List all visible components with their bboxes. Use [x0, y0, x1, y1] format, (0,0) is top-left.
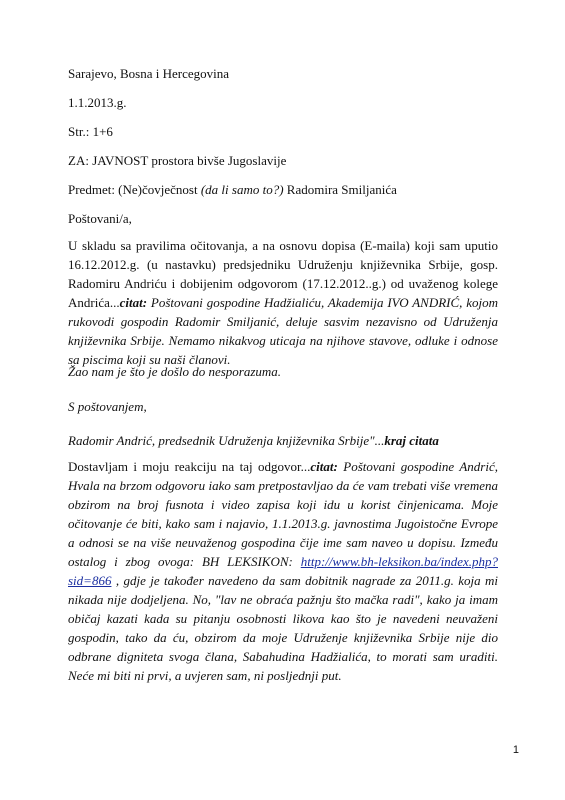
paragraph-intro [68, 236, 498, 369]
subject-line [68, 182, 397, 198]
subject-suffix: Radomira Smiljanića [283, 182, 397, 197]
quoted-reply: Poštovani gospodine Hadžialiću, Akademija IVO ANDRIĆ, kojom rukovodi gospodin Radomir Smiljanić, deluje sasvim nezavisno od Udruženja književnika Srbije. Nemamo nikakvog uticaja na njihove stavove, odluke i odnose sa piscima koji su naši članovi. [68, 295, 498, 367]
date-line: 1.1.2013.g. [68, 95, 127, 110]
paragraph-signature [68, 431, 498, 450]
subject-italic: (da li samo to?) [200, 182, 284, 197]
place-line: Sarajevo, Bosna i Hercegovina [68, 66, 230, 81]
reaction-quote-end: , gdje je također navedeno da sam dobitnik nagrade za 2011.g. koja mi nikada nije dodjeljena. No, "lav ne obraća pažnju što mačka radi", kako ja imam običaj kazati kada su pitanju osobnosti likova kao što je navedeni neuvaženi gospodin, tako da ću, obzirom da moje Udruženje književnika Srbije nije dio odbrane digniteta svoga člana, Sabahudina Hadžialića, to morati sam uraditi. Neće mi biti ni prvi, a uvjeren sam, ni posljednji put. [68, 573, 498, 683]
subject-prefix: Predmet: (Ne)čovječnost [68, 182, 201, 197]
reaction-quote: Poštovani gospodine Andrić, Hvala na brzom odgovoru iako sam pretpostavljao da će vam trebati više vremena obzirom na broj fusnota i video zapisa koji idu u korist činjenicama. Moje očitovanje će biti, kako sam i najavio, 1.1.2013.g. javnostima Jugoistočne Evrope a odnosi se na više neuvaženog gospodina čije ime sam naveo u dopisu. Između ostalog i zbog ovoga: BH LEKSIKON: [68, 459, 498, 569]
end-quote-label: kraj citata [384, 433, 439, 448]
intro-text: U skladu sa pravilima očitovanja, a na osnovu dopisa (E-maila) koji sam uputio 16.12.2012.g. (u nastavku) predsjedniku Udruženju književnika Srbije, gosp. Radomiru Andriću i dobijenim odgovorom (17.12.2012..g.) od uvaženog kolege Andrića... [68, 238, 498, 310]
citat-label: citat: [119, 295, 148, 310]
page-number: 1 [512, 744, 519, 756]
salutation: Poštovani/a, [68, 211, 132, 226]
reaction-intro: Dostavljam i moju reakciju na taj odgovor... [68, 459, 311, 474]
recipient-line: ZA: JAVNOST prostora bivše Jugoslavije [68, 153, 287, 168]
paragraph-regards: S poštovanjem, [68, 399, 147, 414]
citat-label-2: citat: [310, 459, 338, 474]
pages-line: Str.: 1+6 [68, 124, 113, 139]
leksikon-link[interactable]: http://www.bh-leksikon.ba/index.php?sid=866 [68, 554, 498, 588]
paragraph-reaction [68, 457, 498, 685]
signature-text: Radomir Andrić, predsednik Udruženja književnika Srbije"... [68, 433, 385, 448]
paragraph-regret: Žao nam je što je došlo do nesporazuma. [68, 364, 282, 379]
